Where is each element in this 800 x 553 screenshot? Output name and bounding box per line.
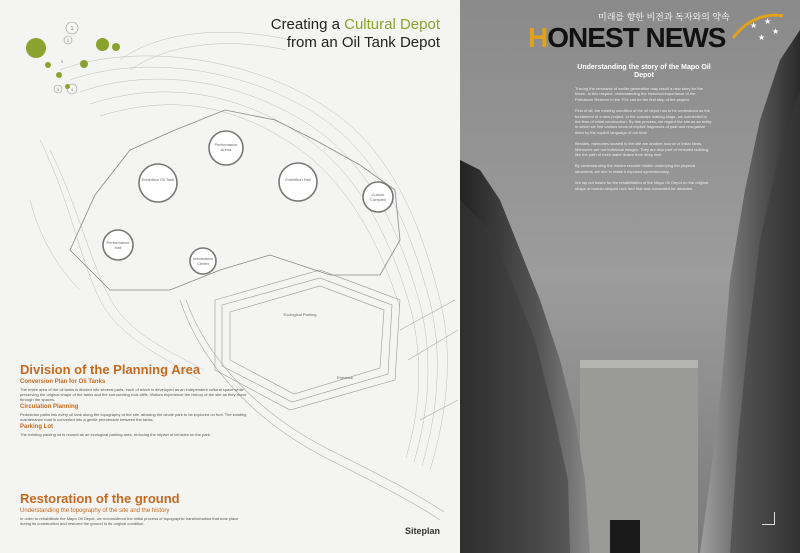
page-title (271, 16, 440, 52)
area-label: Exhibition Oil Tank (141, 177, 175, 182)
area-label: Entrance (336, 375, 353, 380)
svg-text:★: ★ (772, 27, 780, 36)
section-subheading: Parking Lot (20, 424, 54, 430)
article-paragraph: We lay out bases for the rehabilitation of the Mapo Oil Depot on the original shape of human-shaped rock bed that was concealed for decades. (575, 180, 709, 191)
green-dot (45, 62, 51, 68)
article-heading: Understanding the story of the Mapo Oil Depot (577, 64, 711, 79)
right-page (460, 0, 800, 553)
area-label: Performance Arena (214, 142, 238, 152)
logo-brand (528, 22, 725, 54)
section-subheading: Circulation Planning (20, 404, 79, 410)
section-body: In order to rehabilitate the Mapo Oil Depot, we reconsidered the initial process of topographic transformation that took place during its construction and restored the ground to its original condition. (20, 516, 239, 526)
green-dot (80, 60, 88, 68)
area-label: Ecological Parking (283, 312, 317, 317)
svg-text:★: ★ (764, 17, 772, 26)
article-paragraph: Besides, memories located in the site are another source of initial ideas. Memories are not individual images. They are also part of renewed building, like the path of fresh water drawn from deep well. (575, 141, 710, 158)
green-dot (65, 84, 70, 89)
page-corner-mark (762, 512, 775, 525)
title-prefix: Creating a (270, 16, 345, 33)
green-dot (56, 72, 62, 78)
article-paragraph: By understanding the hidden records hidden underlying the physical structures, we aim to make it exposed synchronously. (575, 163, 696, 174)
section-restoration (20, 491, 250, 526)
article-text (575, 64, 713, 191)
title-line-2: from an Oil Tank Depot (286, 34, 440, 51)
section-subheading: Understanding the topography of the site and the history (20, 508, 170, 514)
tank-doorway (610, 520, 640, 553)
svg-text:★: ★ (758, 33, 766, 42)
section-body: Pedestrian paths link every oil tank along the topography of the site, allowing the whole park to be explored on foot. The existing maintenance road is converted into a gentle promenade between the tanks. (20, 412, 247, 422)
area-label: Culture Complex (370, 192, 386, 202)
section-subheading: Conversion Plan for Oil Tanks (20, 379, 106, 385)
green-dot (96, 38, 109, 51)
logo-slogan: 미래를 향한 비전과 독자와의 약속 (598, 12, 730, 22)
section-division (20, 362, 250, 437)
step-marker-1: 1 (70, 26, 74, 32)
article-paragraph: Tracing the remnants of earlier generation may result a new story for the future. In this respect, understanding the historical importance of the Petroleum Reserve in the 70's can be the first step of the project. (575, 86, 703, 102)
section-body: The entire area of the oil tanks is divided into several parts, each of which is developed as an independent cultural space while preserving the original shape of the tanks and the surrounding rock cliffs. Visitors experience the history of the site as they move through the spaces. (20, 387, 247, 402)
step-marker-5: 5 (60, 59, 64, 64)
oil-tank-exhibition[interactable] (139, 164, 177, 202)
logo-brand-first: H (528, 22, 548, 53)
section-body: The existing parking lot is reused as an ecological parking area, reducing the impact of vehicles on the park. (20, 432, 211, 437)
section-heading: Division of the Planning Area (20, 362, 201, 377)
green-dot (26, 38, 46, 58)
green-dot (112, 43, 120, 51)
siteplan-label: Siteplan (405, 526, 441, 536)
step-marker-2: 2 (66, 38, 70, 43)
area-label: Information Center (192, 256, 213, 266)
oil-tank-exhibition-hall[interactable] (279, 163, 317, 201)
area-label: Performance Hall (106, 240, 130, 250)
section-heading: Restoration of the ground (20, 491, 180, 506)
oil-tanks (103, 131, 393, 274)
step-marker-4: 4 (70, 87, 74, 92)
step-marker-3: 3 (56, 87, 60, 92)
svg-text:★: ★ (750, 21, 758, 30)
logo-brand-rest: ONEST NEWS (547, 22, 726, 53)
title-highlight: Cultural Depot (344, 16, 440, 33)
stars-icon (728, 8, 788, 48)
article-paragraph: First of all, the existing condition of the oil depot has to be understood as the fundament of a new project. In the concept making stage, we connected to the time of initial construction. By this process, we regard the site as an entity in which we find various kinds of implicit fragments of past and reorganize them by the explicit language of our time. (575, 108, 712, 135)
title-line-1 (271, 16, 440, 34)
area-label: Exhibition Hall (285, 177, 311, 182)
